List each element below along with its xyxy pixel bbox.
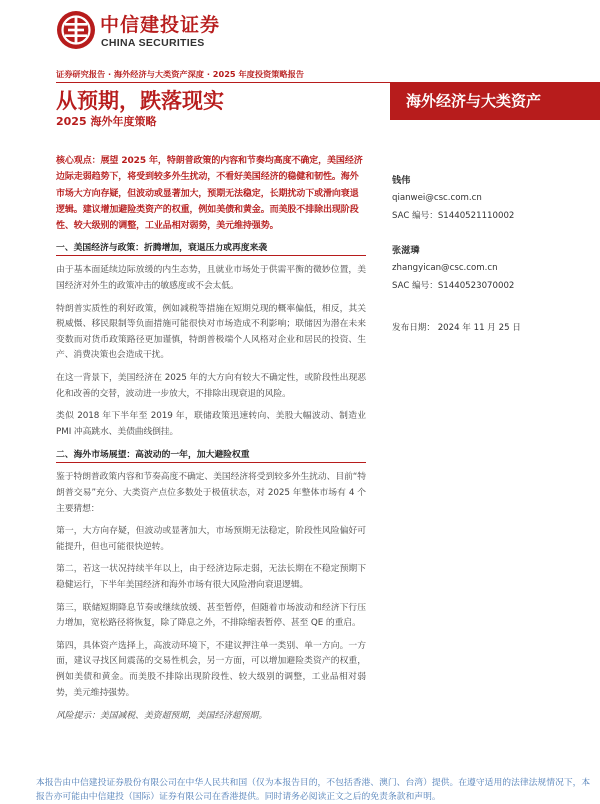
page-title: 从预期，跌落现实 xyxy=(56,89,224,113)
paragraph: 在这一背景下，美国经济在 2025 年的大方向有较大不确定性，或阶段性出现恶化和改善的交替，波动进一步放大，不排除出现衰退的风险。 xyxy=(56,373,366,399)
company-logo xyxy=(56,8,226,54)
paragraph: 第一，大方向存疑，但波动或显著加大，市场预期无法稳定，阶段性风险偏好可能提升，但也可能很快逆转。 xyxy=(56,526,366,552)
main-content xyxy=(56,153,366,721)
paragraph: 第四，具体资产选择上，高波动环境下，不建议押注单一类别、单一方向。一方面，建议寻找区间震荡的交易性机会，另一方面，可以增加避险类资产的权重，例如美债和黄金。而美股不排除出现阶段性、较大级别的调整，工业品相对弱势，美元维持强势。 xyxy=(56,640,366,698)
risk-warning: 风险提示：美国减税、美资超预期，美国经济超预期。 xyxy=(56,711,268,722)
breadcrumb: 证券研究报告 · 海外经济与大类资产深度 · 2025 年度投资策略报告 xyxy=(56,69,304,79)
analyst-email[interactable]: zhangyican@csc.com.cn xyxy=(392,263,498,273)
category-banner: 海外经济与大类资产 xyxy=(390,82,600,120)
publish-date: 发布日期： 2024 年 11 月 25 日 xyxy=(392,323,521,333)
header-divider xyxy=(56,82,390,83)
logo-cn-text: 中信建投证券 xyxy=(100,14,221,36)
core-summary: 核心观点：展望 2025 年，特朗普政策的内容和节奏均高度不确定，美国经济边际走弱趋势下，将受到较多外生扰动，不看好美国经济的稳健和韧性。海外市场大方向存疑，但波动或显著加大，预期无法稳定，长期扰动下或滑向衰退逻辑。建议增加避险类资产的权重，例如美债和黄金。而美股不排除出现阶段性、较大级别的调整，工业品相对弱势，美元维持强势。 xyxy=(56,156,363,232)
analyst-name: 张滋璘 xyxy=(392,245,420,256)
analyst-sidebar xyxy=(392,172,582,339)
page-subtitle: 2025 海外年度策略 xyxy=(56,115,157,128)
section-heading-1: 一、美国经济与政策：折腾增加，衰退压力或再度来袭 xyxy=(56,240,366,256)
logo-emblem-icon xyxy=(56,10,96,50)
analyst-email[interactable]: qianwei@csc.com.cn xyxy=(392,193,482,203)
analyst-sac: SAC 编号：S1440521110002 xyxy=(392,211,515,221)
disclaimer-footer: 本报告由中信建投证券股份有限公司在中华人民共和国（仅为本报告目的，不包括香港、澳门、台湾）提供。在遵守适用的法律法规情况下，本报告亦可能由中信建投（国际）证券有限公司在香港提供。同时请务必阅读正文之后的免责条款和声明。 xyxy=(36,778,591,802)
analyst-sac: SAC 编号：S1440523070002 xyxy=(392,281,515,291)
analyst-name: 钱伟 xyxy=(392,175,411,186)
section-heading-2: 二、海外市场展望：高波动的一年，加大避险权重 xyxy=(56,447,366,463)
paragraph: 特朗普实质性的利好政策，例如减税等措施在短期兑现的概率偏低，相反，其关税威慑、移民限制等负面措施可能很快对市场造成不利影响；联储因为潜在未来变数而对货币政策路径更加谨慎，特朗普极端个人风格对企业和居民的投资、生产、消费决策也会造成干扰。 xyxy=(56,303,366,361)
paragraph: 由于基本面延续边际放缓的内生态势，且就业市场处于供需平衡的微妙位置，美国经济对外生的政策冲击的敏感度或不会太低。 xyxy=(56,265,366,292)
paragraph: 第三，联储短期降息节奏或继续放缓、甚至暂停，但随着市场波动和经济下行压力增加，宽松路径将恢复，除了降息之外，不排除缩表暂停、甚至 QE 的重启。 xyxy=(56,602,366,629)
logo-en-text: CHINA SECURITIES xyxy=(101,37,205,49)
paragraph: 类似 2018 年下半年至 2019 年，联储政策迅速转向、美股大幅波动、制造业 PMI 冲高跳水、美债曲线倒挂。 xyxy=(56,411,366,437)
paragraph: 鉴于特朗普政策内容和节奏高度不确定、美国经济将受到较多外生扰动、目前“特朗普交易”充分、大类资产点位多数处于极值状态，对 2025 年整体市场有 4 个主要猜想： xyxy=(56,472,366,514)
paragraph: 第二，若这一状况持续半年以上，由于经济边际走弱，无法长期在不稳定预期下稳健运行，下半年美国经济和海外市场有很大风险滑向衰退逻辑。 xyxy=(56,564,366,590)
